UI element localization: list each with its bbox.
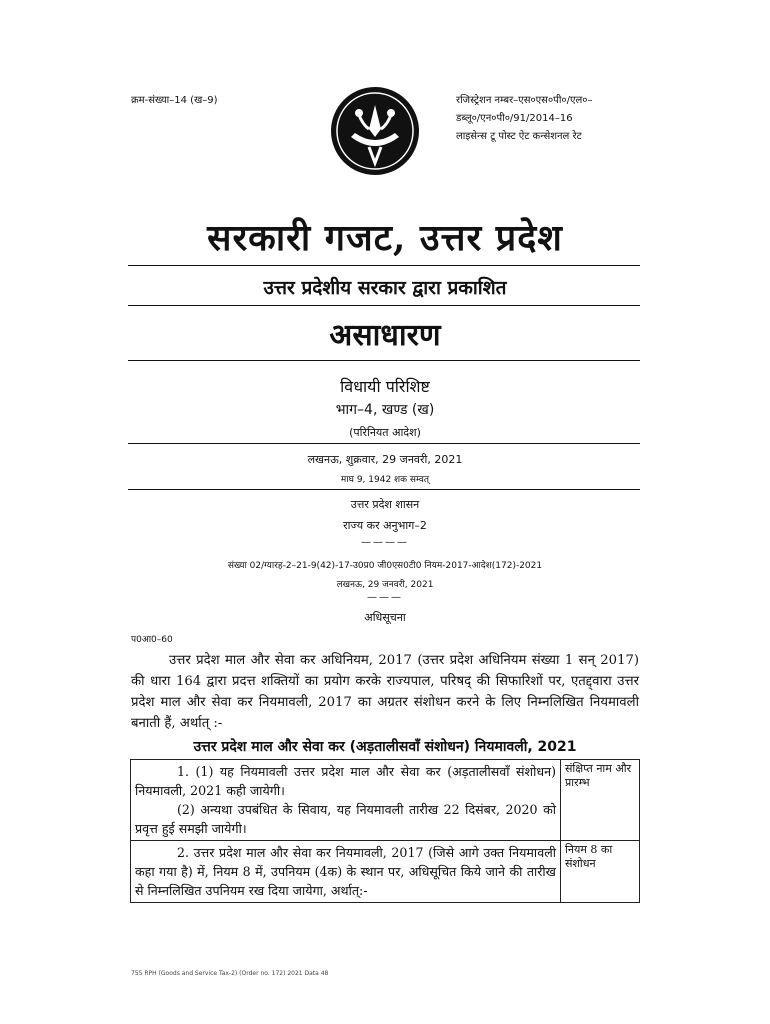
divider	[128, 489, 640, 490]
publisher-line: उत्तर प्रदेशीय सरकार द्वारा प्रकाशित	[263, 277, 507, 299]
preamble-paragraph	[131, 650, 639, 734]
rule-paragraph: 2. उत्तर प्रदेश माल और सेवा कर नियमावली, 2017 (जिसे आगे उक्त नियमावली कहा गया है) में, नियम 8 में, उपनियम (4क) के स्थान पर, अधिसूचित किये जाने की तारीख से निम्नलिखित उपनियम रख दिया जायेगा, अर्थात्:-	[135, 845, 556, 898]
marginal-note: नियम 8 का संशोधन	[561, 841, 640, 903]
order-type: (परिनियत आदेश)	[349, 426, 421, 439]
separator-dashes: ———	[367, 592, 403, 603]
registration-line: डब्लू०/एन०पी०/91/2014–16	[456, 113, 573, 124]
saka-date-line: माघ 9, 1942 शक सम्वत्	[340, 475, 430, 485]
up-emblem-icon	[329, 85, 421, 177]
gazette-title: सरकारी गजट, उत्तर प्रदेश	[207, 217, 563, 259]
table-row	[131, 760, 640, 841]
divider	[128, 265, 640, 266]
marginal-note: संक्षिप्त नाम और प्रारम्भ	[561, 760, 640, 841]
divider	[128, 305, 640, 306]
rule-text-cell	[131, 841, 561, 903]
registration-line: रजिस्ट्रेशन नम्बर–एस०एस०पी०/एल०–	[456, 95, 593, 106]
print-footer: 755 RPH (Goods and Service Tax-2) (Order no. 172) 2021 Data 48	[131, 970, 329, 977]
notification-tag: प0आ0–60	[131, 635, 173, 645]
government-name: उत्तर प्रदेश शासन	[350, 498, 420, 511]
order-date: लखनऊ, 29 जनवरी, 2021	[336, 580, 434, 590]
divider	[128, 360, 640, 361]
supplement-heading: विधायी परिशिष्ट	[340, 377, 430, 396]
rule-paragraph: 1. (1) यह नियमावली उत्तर प्रदेश माल और सेवा कर (अड़तालीसवाँ संशोधन) नियमावली, 2021 कही जायेगी।	[135, 764, 556, 798]
separator-dashes: ————	[361, 537, 409, 548]
extraordinary-heading: असाधारण	[329, 318, 441, 353]
license-line: लाइसेन्स टू पोस्ट ऐट कन्सेशनल रेट	[456, 131, 582, 142]
part-heading: भाग–4, खण्ड (ख)	[335, 402, 435, 418]
table-row	[131, 841, 640, 903]
preamble-text: उत्तर प्रदेश माल और सेवा कर अधिनियम, 2017 (उत्तर प्रदेश अधिनियम संख्या 1 सन् 2017) की धारा 164 द्वारा प्रदत्त शक्तियों का प्रयोग करके राज्यपाल, परिषद् की सिफारिशों पर, एतद्द्वारा उत्तर प्रदेश माल और सेवा कर नियमावली, 2017 का अग्रतर संशोधन करने के लिए निम्नलिखित नियमावली बनाती हैं, अर्थात् :-	[131, 653, 639, 731]
notification-heading: अधिसूचना	[364, 611, 406, 624]
rules-title: उत्तर प्रदेश माल और सेवा कर (अड़तालीसवाँ संशोधन) नियमावली, 2021	[193, 739, 577, 755]
registration-block	[456, 92, 656, 146]
rules-table	[130, 759, 640, 903]
serial-number: क्रम-संख्या–14 (ख–9)	[131, 95, 218, 106]
rule-text-cell	[131, 760, 561, 841]
order-number: संख्या 02/ग्यारह-2–21-9(42)-17-उ0प्र0 जी0एस0टी0 नियम-2017-आदेश(172)-2021	[227, 561, 543, 571]
rule-paragraph: (2) अन्यथा उपबंधित के सिवाय, यह नियमावली तारीख 22 दिसंबर, 2020 को प्रवृत्त हुई समझी जायेगी।	[135, 802, 556, 836]
date-line: लखनऊ, शुक्रवार, 29 जनवरी, 2021	[307, 453, 463, 466]
department-name: राज्य कर अनुभाग–2	[343, 519, 427, 532]
divider	[128, 443, 640, 444]
